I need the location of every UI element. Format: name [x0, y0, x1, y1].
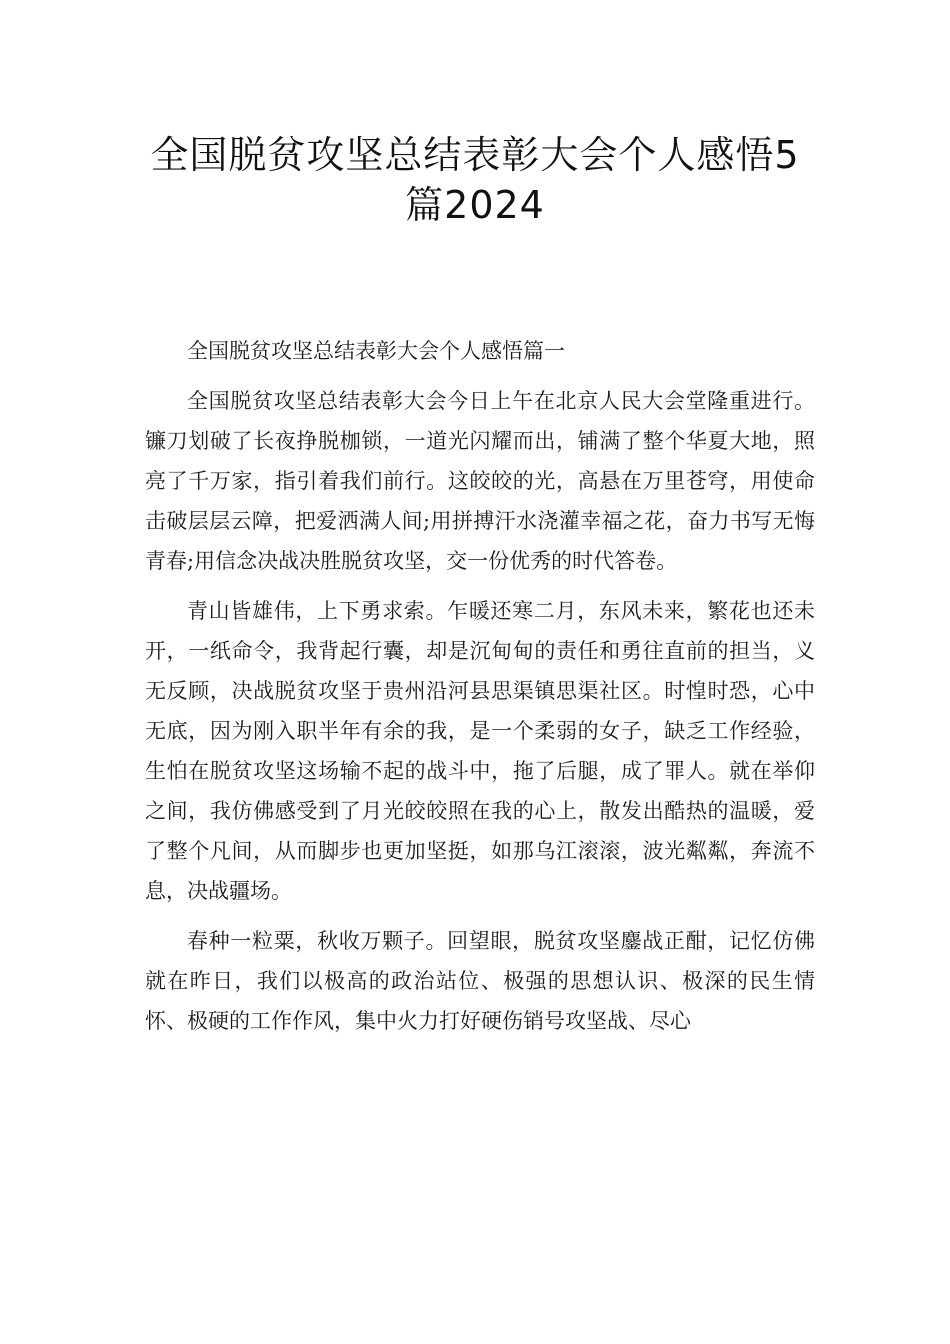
section-heading: 全国脱贫攻坚总结表彰大会个人感悟篇一	[187, 339, 565, 363]
paragraph-3: 春种一粒粟，秋收万颗子。回望眼，脱贫攻坚鏖战正酣，记忆仿佛就在昨日，我们以极高的政治站位、极强的思想认识、极深的民生情怀、极硬的工作作风，集中火力打好硬伤销号攻坚战、尽心	[145, 929, 815, 1033]
document-title-line-2: 篇2024	[405, 183, 545, 227]
document-title-line-1: 全国脱贫攻坚总结表彰大会个人感悟5	[150, 133, 800, 177]
document-title	[120, 130, 830, 230]
paragraph-1: 全国脱贫攻坚总结表彰大会今日上午在北京人民大会堂隆重进行。镰刀划破了长夜挣脱枷锁，一道光闪耀而出，铺满了整个华夏大地，照亮了千万家，指引着我们前行。这皎皎的光，高悬在万里苍穹，用使命击破层层云障，把爱洒满人间;用拼搏汗水浇灌幸福之花，奋力书写无悔青春;用信念决战决胜脱贫攻坚，交一份优秀的时代答卷。	[145, 389, 815, 573]
document-body	[145, 331, 815, 1051]
paragraph-2: 青山皆雄伟，上下勇求索。乍暖还寒二月，东风未来，繁花也还未开，一纸命令，我背起行囊，却是沉甸甸的责任和勇往直前的担当，义无反顾，决战脱贫攻坚于贵州沿河县思渠镇思渠社区。时惶时恐，心中无底，因为刚入职半年有余的我，是一个柔弱的女子，缺乏工作经验，生怕在脱贫攻坚这场输不起的战斗中，拖了后腿，成了罪人。就在举仰之间，我仿佛感受到了月光皎皎照在我的心上，散发出酷热的温暖，爱了整个凡间，从而脚步也更加坚挺，如那乌江滚滚，波光粼粼，奔流不息，决战疆场。	[145, 599, 815, 903]
